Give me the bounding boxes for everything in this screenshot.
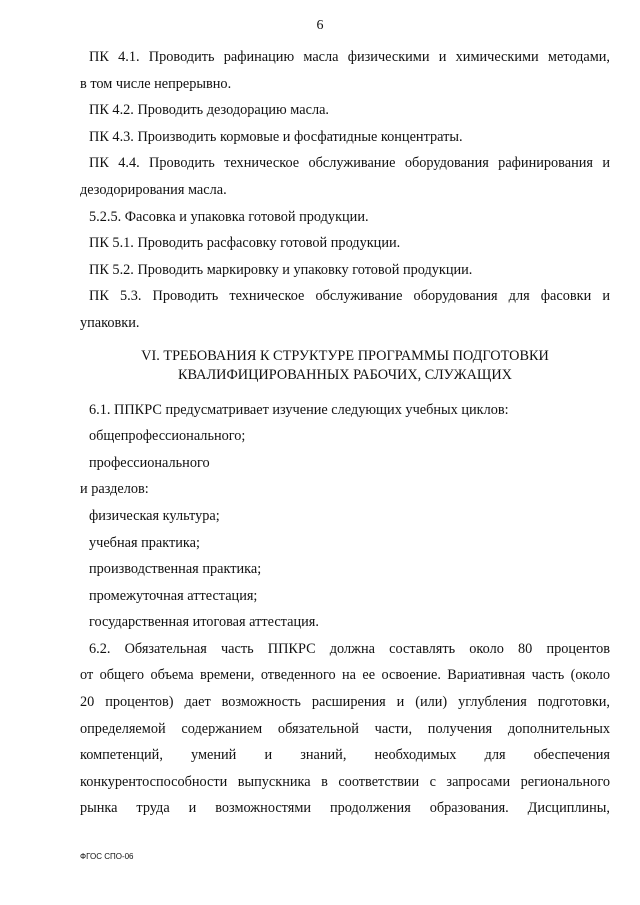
pk-4-2: ПК 4.2. Проводить дезодорацию масла. — [89, 102, 329, 119]
cycle-professional: профессионального — [89, 454, 210, 471]
section-physical-culture: физическая культура; — [89, 507, 220, 524]
page-number: 6 — [316, 18, 324, 33]
section-heading-line-2: КВАЛИФИЦИРОВАННЫХ РАБОЧИХ, СЛУЖАЩИХ — [177, 366, 513, 383]
sections-label: и разделов: — [80, 481, 149, 498]
item-6-2-line-4: определяемой содержанием обязательной части, получения дополнительных — [80, 720, 610, 737]
pk-5-3-line-2: упаковки. — [80, 314, 140, 331]
item-6-2-line-7: рынка труда и возможностями продолжения образования. Дисциплины, — [80, 800, 610, 817]
item-6-2-line-3: 20 процентов) дает возможность расширения и (или) углубления подготовки, — [80, 694, 610, 711]
pk-4-4-line-2: дезодорирования масла. — [80, 181, 227, 198]
section-educational-practice: учебная практика; — [89, 534, 200, 551]
pk-5-1: ПК 5.1. Проводить расфасовку готовой продукции. — [89, 235, 401, 252]
section-final-certification: государственная итоговая аттестация. — [89, 614, 319, 631]
cycle-general-professional: общепрофессионального; — [89, 428, 246, 445]
item-6-2-line-1: 6.2. Обязательная часть ППКРС должна составлять около 80 процентов — [89, 640, 610, 657]
section-industrial-practice: производственная практика; — [89, 561, 262, 578]
item-5-2-5: 5.2.5. Фасовка и упаковка готовой продукции. — [89, 208, 369, 225]
item-6-1: 6.1. ППКРС предусматривает изучение следующих учебных циклов: — [89, 401, 509, 418]
document-footer: ФГОС СПО-06 — [80, 852, 134, 861]
page-content — [80, 44, 610, 822]
item-6-2-line-6: конкурентоспособности выпускника в соответствии с запросами регионального — [80, 773, 610, 790]
pk-5-3-line-1: ПК 5.3. Проводить техническое обслуживание оборудования для фасовки и — [89, 288, 610, 305]
pk-5-2: ПК 5.2. Проводить маркировку и упаковку готовой продукции. — [89, 261, 473, 278]
section-heading — [80, 347, 610, 385]
pk-4-1-line-2: в том числе непрерывно. — [80, 75, 232, 92]
section-intermediate-certification: промежуточная аттестация; — [89, 587, 258, 604]
pk-4-4-line-1: ПК 4.4. Проводить техническое обслуживание оборудования рафинирования и — [89, 155, 610, 172]
pk-4-3: ПК 4.3. Производить кормовые и фосфатидные концентраты. — [89, 128, 463, 145]
item-6-2-line-5: компетенций, умений и знаний, необходимых для обеспечения — [80, 747, 610, 764]
section-heading-line-1: VI. ТРЕБОВАНИЯ К СТРУКТУРЕ ПРОГРАММЫ ПОДГОТОВКИ — [141, 347, 549, 364]
pk-4-1-line-1: ПК 4.1. Проводить рафинацию масла физическими и химическими методами, — [89, 49, 610, 65]
item-6-2-line-2: от общего объема времени, отведенного на ее освоение. Вариативная часть (около — [80, 667, 610, 684]
